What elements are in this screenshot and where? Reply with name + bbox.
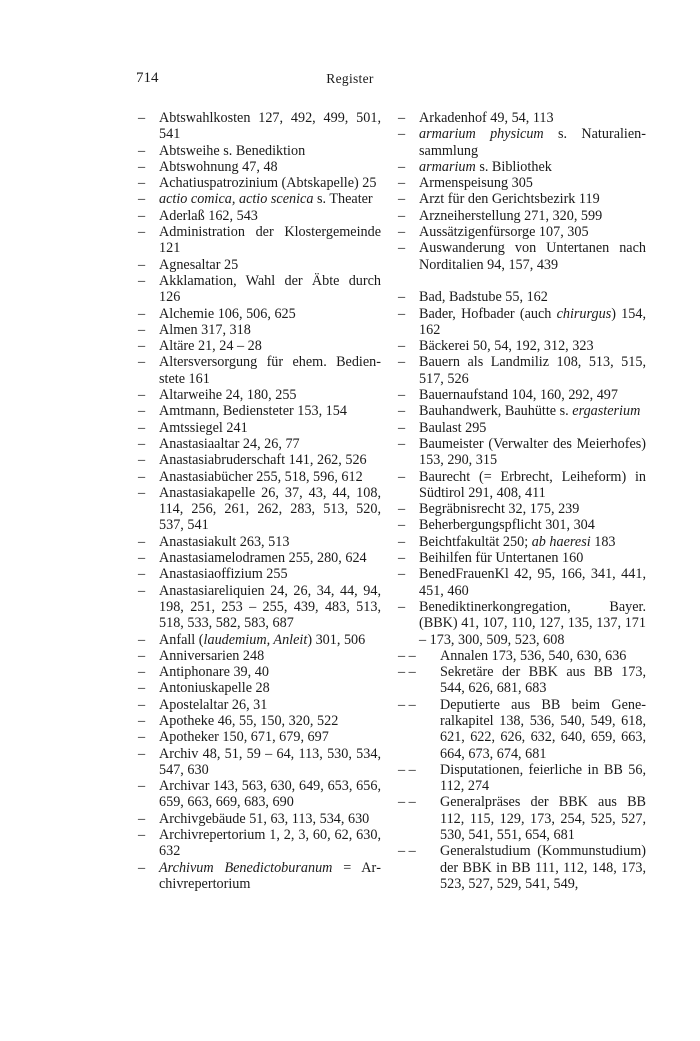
entry-text: Apostelaltar 26, 31 — [159, 696, 268, 713]
entry-text: Anastasiamelodramen 255, 280, 624 — [159, 550, 367, 567]
index-entry — [398, 566, 646, 599]
entry-text: Abtswohnung 47, 48 — [159, 158, 278, 175]
entry-text: Archivgebäude 51, 63, 113, 534, 630 — [159, 810, 370, 827]
index-entry — [398, 338, 646, 354]
index-entry — [138, 566, 381, 582]
entry-dash: – — [138, 158, 146, 175]
entry-dash: – — [138, 631, 146, 648]
entry-text: BenedFrauenKl 42, 95, 166, 341, 441, 451, 460 — [419, 566, 646, 599]
index-subentry — [398, 762, 646, 795]
entry-dash: – — [138, 696, 146, 713]
entry-dash: – — [138, 452, 146, 469]
entry-text: Altersversorgung für ehem. Bedienstete 161 — [159, 354, 381, 387]
entry-dash: – — [398, 419, 406, 436]
index-entry — [138, 224, 381, 257]
entry-dash: – — [138, 680, 146, 697]
entry-text: Arzneiherstellung 271, 320, 599 — [419, 207, 603, 224]
index-entry — [398, 175, 646, 191]
index-entry — [398, 208, 646, 224]
entry-text-italic: Archivum Benedictoburanum — [159, 859, 333, 876]
entry-dash: – — [138, 387, 146, 404]
entry-dash: – — [138, 419, 146, 436]
index-entry — [398, 534, 646, 550]
entry-text: Anastasiaaltar 24, 26, 77 — [159, 435, 300, 452]
entry-text: Akklamation, Wahl der Äbte durch 126 — [159, 272, 381, 306]
index-subentry — [398, 843, 646, 892]
entry-text: Aderlaß 162, 543 — [159, 207, 258, 224]
entry-text: Amtmann, Bediensteter 153, 154 — [159, 403, 347, 420]
entry-dash: – — [398, 289, 406, 306]
entry-dash: – — [138, 110, 146, 126]
index-entry — [138, 729, 381, 745]
entry-text: Benediktinerkongregation, Bayer. (BBK) 41, 107, 110, 127, 135, 137, 171 – 173, 300, 509, 523, 608 — [419, 598, 646, 648]
running-head: Register — [326, 71, 374, 86]
entry-text: Beihilfen für Untertanen 160 — [419, 550, 584, 567]
entry-dash: – — [138, 142, 146, 159]
index-entry — [398, 126, 646, 159]
entry-dash: – — [398, 126, 406, 143]
entry-dash: – — [138, 403, 146, 420]
entry-text: ) 154, 162 — [419, 305, 646, 338]
index-entry — [138, 583, 381, 632]
entry-dash: – — [138, 321, 146, 338]
entry-dash: – — [398, 354, 406, 371]
index-entry — [138, 485, 381, 534]
entry-dash: – — [398, 175, 406, 192]
entry-dash: – — [138, 533, 146, 550]
entry-dash: – — [138, 582, 146, 599]
entry-text: Archivrepertorium 1, 2, 3, 60, 62, 630, 632 — [159, 827, 381, 860]
entry-dash: – — [398, 468, 406, 485]
index-entry — [398, 289, 646, 305]
entry-dash: – — [398, 191, 406, 208]
entry-dash: – – — [398, 696, 416, 713]
entry-text: Antoniuskapelle 28 — [159, 680, 270, 697]
entry-dash: – — [138, 354, 146, 371]
entry-text-italic: laudemium, Anleit — [203, 631, 308, 648]
index-entry — [138, 778, 381, 811]
index-entry — [138, 550, 381, 566]
entry-dash: – — [138, 305, 146, 322]
index-entry — [398, 501, 646, 517]
index-entry — [398, 159, 646, 175]
entry-text: 183 — [590, 533, 616, 550]
entry-text: Armenspeisung 305 — [419, 175, 533, 192]
index-entry — [138, 338, 381, 354]
entry-dash: – — [398, 305, 406, 322]
entry-text: Baulast 295 — [419, 419, 487, 436]
entry-dash: – — [398, 240, 406, 257]
index-entry — [138, 143, 381, 159]
entry-dash: – – — [398, 647, 416, 664]
index-entry — [138, 403, 381, 419]
index-entry — [138, 273, 381, 306]
entry-dash: – — [398, 403, 406, 420]
entry-dash: – — [398, 435, 406, 452]
entry-text: Annalen 173, 536, 540, 630, 636 — [440, 647, 627, 664]
entry-text-italic: armarium — [419, 158, 476, 175]
entry-text: Alchemie 106, 506, 625 — [159, 305, 296, 322]
entry-text: Anastasiakapelle 26, 37, 43, 44, 108, 114, 256, 261, 262, 283, 513, 520, 537, 541 — [159, 484, 381, 534]
index-entry — [138, 175, 381, 191]
index-entry — [398, 550, 646, 566]
index-entry — [138, 322, 381, 338]
entry-dash: – — [138, 745, 146, 762]
entry-text: Generalstudium (Kommunstudium) der BBK in BB 111, 112, 148, 173, 523, 527, 529, 541, 549, — [440, 843, 646, 892]
entry-text-italic: actio comica, actio scenica — [159, 191, 314, 208]
entry-text: Achatiuspatrozinium (Abtskapelle) 25 — [159, 175, 377, 192]
entry-text: Archivar 143, 563, 630, 649, 653, 656, 659, 663, 669, 683, 690 — [159, 778, 381, 811]
entry-dash: – — [398, 517, 406, 534]
entry-text: Agnesaltar 25 — [159, 256, 239, 273]
entry-text: s. Theater — [313, 191, 373, 208]
index-entry — [138, 257, 381, 273]
entry-text: Baurecht (= Erbrecht, Leiheform) in Südtirol 291, 408, 411 — [419, 468, 646, 501]
entry-dash: – – — [398, 664, 416, 681]
entry-text: Sekretäre der BBK aus BB 173, 544, 626, 681, 683 — [440, 664, 646, 697]
entry-text: Bauern als Landmiliz 108, 513, 515, 517, 526 — [419, 354, 646, 387]
index-subentry — [398, 648, 646, 664]
index-entry — [138, 713, 381, 729]
index-entry — [398, 403, 646, 419]
entry-dash: – — [138, 468, 146, 485]
entry-text: Bauhandwerk, Bauhütte s. — [419, 403, 573, 420]
index-entry — [138, 208, 381, 224]
index-entry — [138, 306, 381, 322]
entry-dash: – — [138, 647, 146, 664]
index-entry — [138, 534, 381, 550]
entry-dash: – — [138, 664, 146, 681]
entry-text: Generalpräses der BBK aus BB 112, 115, 129, 173, 254, 525, 527, 530, 541, 551, 654, 681 — [440, 794, 646, 844]
entry-dash: – — [398, 501, 406, 518]
index-entry — [138, 648, 381, 664]
entry-dash: – — [398, 207, 406, 224]
section-gap — [398, 273, 646, 289]
entry-text: Administration der Klostergemeinde 121 — [159, 224, 381, 257]
entry-text: Anastasiabücher 255, 518, 596, 612 — [159, 468, 363, 485]
index-subentry — [398, 664, 646, 697]
entry-dash: – — [138, 566, 146, 583]
entry-text: Antiphonare 39, 40 — [159, 664, 269, 681]
index-entry — [398, 517, 646, 533]
entry-text-italic: armarium physicum — [419, 126, 544, 143]
index-entry — [138, 469, 381, 485]
entry-text: Beherbergungspflicht 301, 304 — [419, 517, 595, 534]
entry-text: Abtswahlkosten 127, 492, 499, 501, 541 — [159, 110, 381, 143]
entry-text: Abtsweihe s. Benediktion — [159, 142, 306, 159]
entry-dash: – — [138, 550, 146, 567]
entry-text: Beichtfakultät 250; — [419, 533, 532, 550]
entry-dash: – — [398, 598, 406, 615]
page-number: 714 — [136, 70, 159, 86]
entry-dash: – — [398, 550, 406, 567]
entry-text: Almen 317, 318 — [159, 321, 251, 338]
index-entry — [398, 387, 646, 403]
entry-text: Bäckerei 50, 54, 192, 312, 323 — [419, 338, 594, 355]
entry-dash: – — [138, 810, 146, 827]
index-column-right — [398, 110, 646, 892]
index-entry — [138, 811, 381, 827]
entry-dash: – — [398, 158, 406, 175]
entry-text-italic: ergasterium — [572, 403, 641, 420]
entry-dash: – — [398, 533, 406, 550]
entry-text: Aussätzigenfürsorge 107, 305 — [419, 224, 589, 241]
entry-text: Anastasiakult 263, 513 — [159, 533, 290, 550]
entry-dash: – — [138, 207, 146, 224]
entry-text: Apotheker 150, 671, 679, 697 — [159, 729, 329, 746]
entry-dash: – — [398, 224, 406, 241]
entry-text: Bader, Hofbader (auch — [419, 305, 557, 322]
index-entry — [398, 191, 646, 207]
index-entry — [138, 452, 381, 468]
index-entry — [398, 224, 646, 240]
entry-text: Anastasiabruderschaft 141, 262, 526 — [159, 452, 367, 469]
entry-text: Baumeister (Verwalter des Meierhofes) 153, 290, 315 — [419, 435, 646, 469]
entry-dash: – – — [398, 794, 416, 811]
entry-text-italic: ab haeresi — [531, 533, 591, 550]
index-entry — [398, 110, 646, 126]
entry-dash: – — [138, 484, 146, 501]
entry-text: ) 301, 506 — [307, 631, 366, 648]
entry-text: Bad, Badstube 55, 162 — [419, 289, 548, 306]
index-entry — [138, 697, 381, 713]
entry-dash: – — [138, 175, 146, 192]
index-entry — [398, 354, 646, 387]
index-column-left — [138, 110, 381, 892]
index-entry — [138, 746, 381, 779]
entry-text: Amtssiegel 241 — [159, 419, 248, 436]
entry-dash: – — [138, 827, 146, 844]
index-entry — [398, 240, 646, 273]
entry-dash: – — [138, 256, 146, 273]
entry-text: s. Bibliothek — [475, 158, 552, 175]
entry-dash: – — [138, 272, 146, 289]
entry-dash: – — [138, 338, 146, 355]
entry-text: Anniversarien 248 — [159, 647, 265, 664]
entry-dash: – — [138, 191, 146, 208]
entry-text: Apotheke 46, 55, 150, 320, 522 — [159, 712, 339, 729]
entry-text: = Archivrepertorium — [159, 859, 381, 892]
index-entry — [398, 599, 646, 648]
index-entry — [398, 436, 646, 469]
entry-text: Anfall ( — [159, 631, 204, 648]
index-subentry — [398, 794, 646, 843]
index-entry — [138, 664, 381, 680]
index-entry — [138, 632, 381, 648]
entry-text: Bauernaufstand 104, 160, 292, 497 — [419, 387, 618, 404]
entry-text: Altäre 21, 24 – 28 — [159, 338, 262, 355]
entry-text: Anastasiaoffizium 255 — [159, 566, 288, 583]
index-entry — [398, 420, 646, 436]
index-entry — [138, 191, 381, 207]
entry-text: Arzt für den Gerichtsbezirk 119 — [419, 191, 600, 208]
index-entry — [138, 420, 381, 436]
entry-text: Begräbnisrecht 32, 175, 239 — [419, 501, 580, 518]
entry-dash: – — [398, 387, 406, 404]
entry-text: Altarweihe 24, 180, 255 — [159, 387, 297, 404]
index-entry — [138, 110, 381, 143]
index-entry — [138, 436, 381, 452]
entry-text: Anastasiareliquien 24, 26, 34, 44, 94, 198, 251, 253 – 255, 439, 483, 513, 518, 533, 582, 583, 687 — [159, 582, 381, 632]
entry-text: Auswanderung von Untertanen nach Norditalien 94, 157, 439 — [419, 240, 646, 273]
index-entry — [138, 860, 381, 893]
entry-dash: – — [398, 338, 406, 355]
index-subentry — [398, 697, 646, 762]
entry-dash: – — [138, 778, 146, 795]
entry-dash: – – — [398, 843, 416, 860]
index-entry — [138, 354, 381, 387]
entry-text-italic: chirurgus — [556, 305, 612, 322]
index-entry — [398, 306, 646, 339]
entry-text: Archiv 48, 51, 59 – 64, 113, 530, 534, 547, 630 — [159, 745, 381, 778]
entry-dash: – — [138, 729, 146, 746]
index-entry — [138, 827, 381, 860]
index-entry — [138, 159, 381, 175]
index-entry — [138, 387, 381, 403]
entry-text: s. Naturaliensammlung — [419, 126, 646, 159]
entry-text: Disputationen, feierliche in BB 56, 112, 274 — [440, 761, 646, 795]
entry-dash: – — [138, 859, 146, 876]
entry-dash: – — [398, 566, 406, 583]
index-entry — [398, 469, 646, 502]
entry-dash: – – — [398, 761, 416, 778]
entry-dash: – — [398, 110, 406, 126]
entry-text: Arkadenhof 49, 54, 113 — [419, 110, 554, 126]
entry-dash: – — [138, 224, 146, 241]
entry-text: Deputierte aus BB beim Generalkapitel 138, 536, 540, 549, 618, 621, 622, 626, 632, 640, 659, 663, 664, 673, 674, 681 — [440, 696, 646, 762]
index-entry — [138, 680, 381, 696]
entry-dash: – — [138, 712, 146, 729]
entry-dash: – — [138, 435, 146, 452]
